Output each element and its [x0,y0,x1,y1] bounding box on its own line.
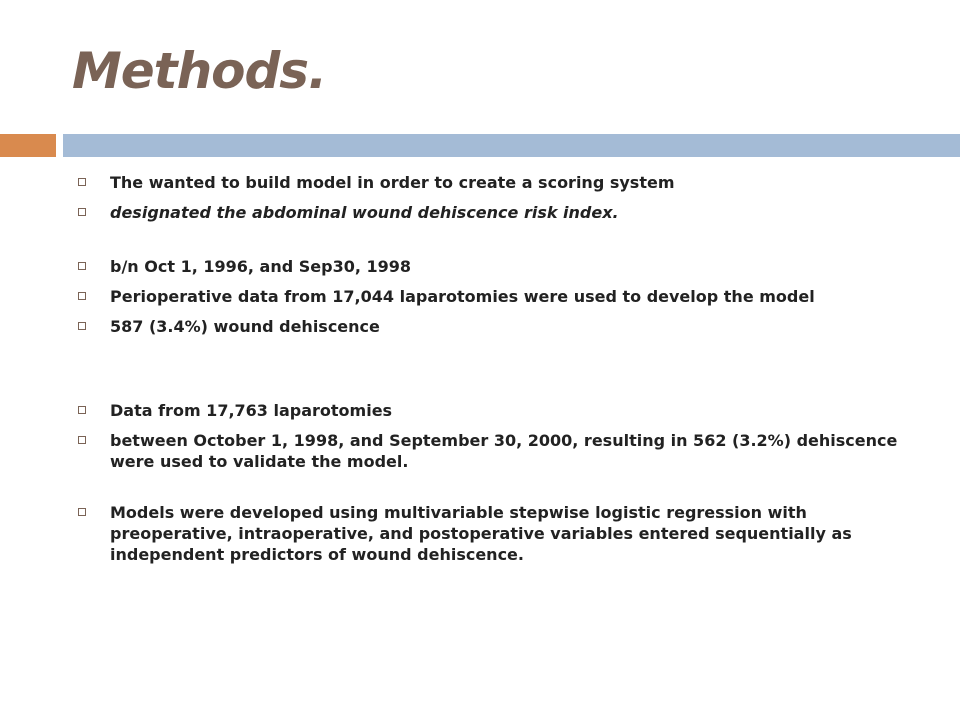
accent-bar-blue [63,134,960,157]
slide-title: Methods. [72,42,327,100]
hollow-square-icon [78,178,86,186]
bullet-list [76,172,926,565]
hollow-square-icon [78,208,86,216]
hollow-square-icon [78,322,86,330]
hollow-square-icon [78,262,86,270]
bullet-item [76,400,926,421]
hollow-square-icon [78,292,86,300]
bullet-text: Models were developed using multivariable stepwise logistic regression with preoperative, intraoperative, and postoperative variables entered sequentially as independent predictors of wound dehiscence. [110,503,852,564]
accent-bar-orange [0,134,56,157]
bullet-text: 587 (3.4%) wound dehiscence [110,317,380,336]
bullet-text: b/n Oct 1, 1996, and Sep30, 1998 [110,257,412,276]
bullet-item [76,256,926,277]
bullet-item [76,286,926,307]
bullet-text: The wanted to build model in order to create a scoring system [110,173,675,192]
bullet-item [76,202,926,223]
bullet-text: between October 1, 1998, and September 30, 2000, resulting in 562 (3.2%) dehiscence were used to validate the model. [110,431,898,471]
hollow-square-icon [78,406,86,414]
bullet-text: Perioperative data from 17,044 laparotomies were used to develop the model [110,287,815,306]
hollow-square-icon [78,508,86,516]
bullet-item [76,172,926,193]
bullet-item [76,430,926,472]
bullet-item [76,316,926,337]
bullet-text: designated the abdominal wound dehiscence risk index. [110,203,619,222]
bullet-text: Data from 17,763 laparotomies [110,401,393,420]
bullet-item [76,502,926,565]
hollow-square-icon [78,436,86,444]
